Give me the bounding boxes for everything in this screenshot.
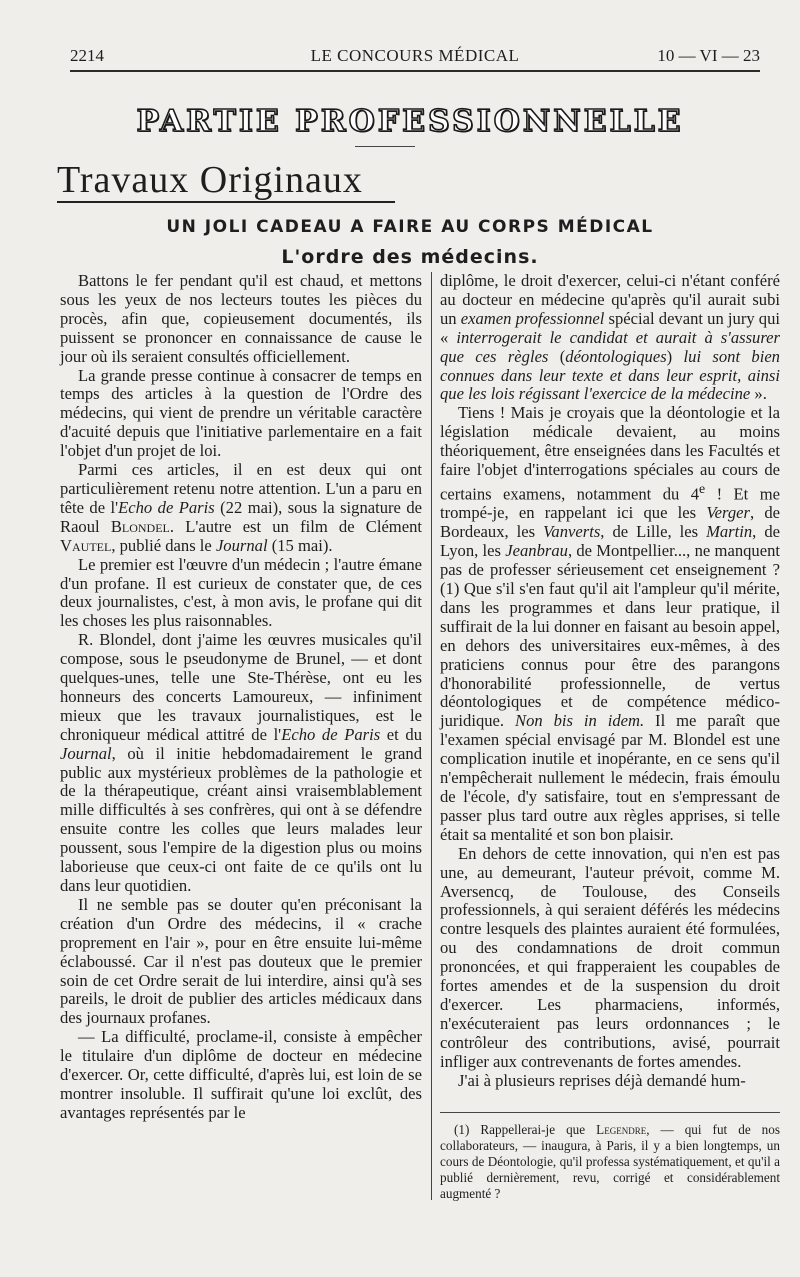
paragraph: Battons le fer pendant qu'il est chaud, et mettons sous les yeux de nos lecteurs toutes les pièces du procès, afin que, copieusement documentés, ils puissent se prononcer en connaissance de cause le jour où ils seraient consultés officiellement. [60, 271, 422, 366]
footnote [440, 1122, 780, 1202]
running-head [70, 42, 760, 72]
article-title: UN JOLI CADEAU A FAIRE AU CORPS MÉDICAL [166, 217, 654, 237]
article-subtitle: L'ordre des médecins. [281, 246, 539, 268]
paragraph: J'ai à plusieurs reprises déjà demandé hum- [458, 1070, 746, 1090]
page-number: 2214 [70, 46, 104, 65]
paragraph: En dehors de cette innovation, qui n'en est pas une, au demeurant, l'auteur prévoit, comme M. Aversencq, de Toulouse, des Conseils professionnels, à qui seraient déférés les médecins contre lesquels des plaintes auraient été formulées, ou des condamnations de droit commun prononcées, et qui frapperaient les coupables de fortes amendes et de la suspension du droit d'exercer. Les pharmaciens, informés, n'exécuteraient pas leurs ordonnances ; le contrôleur des contributions, avisé, pourrait infliger aux contrevenants de fortes amendes. [440, 843, 780, 1071]
paragraph: R. Blondel, dont j'aime les œuvres musicales qu'il compose, sous le pseudonyme de Brunel, — et dont quelques-unes, telle une Ste-Thérèse, ont eu les honneurs des concerts Lamoureux, — infiniment mieux que les travaux journalistiques, est le chroniqueur médical attitré de l'Echo de Paris et du Journal, où il initie hebdomadairement le grand public aux mystérieux problèmes de la pathologie et de la thérapeutique, créant ainsi vraisemblablement mille difficultés à ses confrères, qui ont à se défendre ensuite contre les colles que leurs malades leur poussent, sous l'empire de la digestion plus ou moins laborieuse que ceux-ci ont faite de ce qu'ils ont lu dans leur quotidien. [60, 630, 423, 895]
paragraph: Tiens ! Mais je croyais que la déontologie et la législation médicale devaient, au moins théoriquement, être enseignées dans les Facultés et faire l'objet d'interrogations spéciales au cours de certains examens, notamment du 4e ! Et me trompé-je, en rappelant ici que les Verger, de Bordeaux, les Vanverts, de Lille, les Martin, de Lyon, les Jeanbrau, de Montpellier..., ne manquent pas de professer sérieusement cet enseignement ? (1) Que s'il s'en faut qu'il ait l'ampleur qu'il mérite, dans les programmes et dans leur pratique, il suffirait de la lui donner en faisant au besoin appel, en dehors des universitaires eux-mêmes, à des praticiens connus pour être des parangons d'honorabilité professionnelle, de vertus déontologiques et de compétence médico-juridique. Non bis in idem. Il me paraît que l'examen spécial envisagé par M. Blondel est une complication inutile et inopérante, en ce sens qu'il n'empêcherait nullement le médecin, frais émoulu de l'école, d'y satisfaire, tout en s'empressant de passer plus tard outre aux règles apprises, si telle était sa mentalité et son bon plaisir. [440, 403, 780, 844]
rubric-underline [57, 201, 395, 203]
journal-title: LE CONCOURS MÉDICAL [310, 46, 520, 65]
footnote-text: (1) Rappellerai-je que Legendre, — qui fut de nos collaborateurs, — inaugura, à Paris, il y a bien longtemps, un cours de Déontologie, qu'il professa systématiquement, et qu'il a publié dernièrement, revu, corrigé et considérablement augmenté ? [440, 1122, 780, 1201]
paragraph: diplôme, le droit d'exercer, celui-ci n'étant conféré au docteur en médecine qu'après qu'il aurait subi un examen professionnel spécial devant un jury qui « interrogerait le candidat et aurait à s'assurer que ces règles (déontologiques) lui sont bien connues dans leur texte et dans leur esprit, ainsi que les lois régissant l'exercice de la médecine ». [440, 271, 780, 404]
paragraph: Il ne semble pas se douter qu'en préconisant la création d'un Ordre des médecins, il « crache proprement en l'air », pour en être ensuite lui-même éclaboussé. Car il n'est pas douteux que le premier soin de cet Ordre serait de lui interdire, ainsi qu'à ses pareils, le droit de publier des articles médicaux dans des journaux profanes. [60, 894, 422, 1028]
paragraph: La grande presse continue à consacrer de temps en temps des articles à la question de l'Ordre des médecins, qui vient de prendre un véritable caractère d'acuité depuis que l'initiative parlementaire en a fait l'objet d'un projet de loi. [60, 365, 422, 461]
paragraph: — La difficulté, proclame-il, consiste à empêcher le titulaire d'un diplôme de docteur en médecine d'exercer. Or, cette difficulté, d'après lui, est loin de se montrer insoluble. Il suffirait qu'une loi exclût, des avantages représentés par le [60, 1027, 422, 1122]
article-heading [60, 212, 760, 272]
paragraph: Le premier est l'œuvre d'un médecin ; l'autre émane d'un profane. Il est curieux de constater que, de ces deux journalistes, c'est, à mon avis, le profane qui dit les choses les plus raisonnables. [60, 554, 422, 631]
ornament-rule [355, 146, 415, 147]
section-title: PARTIE PROFESSIONNELLE [136, 104, 684, 139]
paragraph: Parmi ces articles, il en est deux qui ont particulièrement retenu notre attention. L'un a paru en tête de l'Echo de Paris (22 mai), sous la signature de Raoul Blondel. L'autre est un film de Clément Vautel, publié dans le Journal (15 mai). [60, 460, 423, 555]
issue-date: 10 — VI — 23 [657, 46, 760, 65]
column-divider [431, 272, 432, 1200]
footnote-rule [440, 1112, 780, 1113]
left-column [60, 272, 422, 1123]
rubric-heading: Travaux Originaux [57, 159, 363, 201]
right-column [440, 272, 780, 1091]
